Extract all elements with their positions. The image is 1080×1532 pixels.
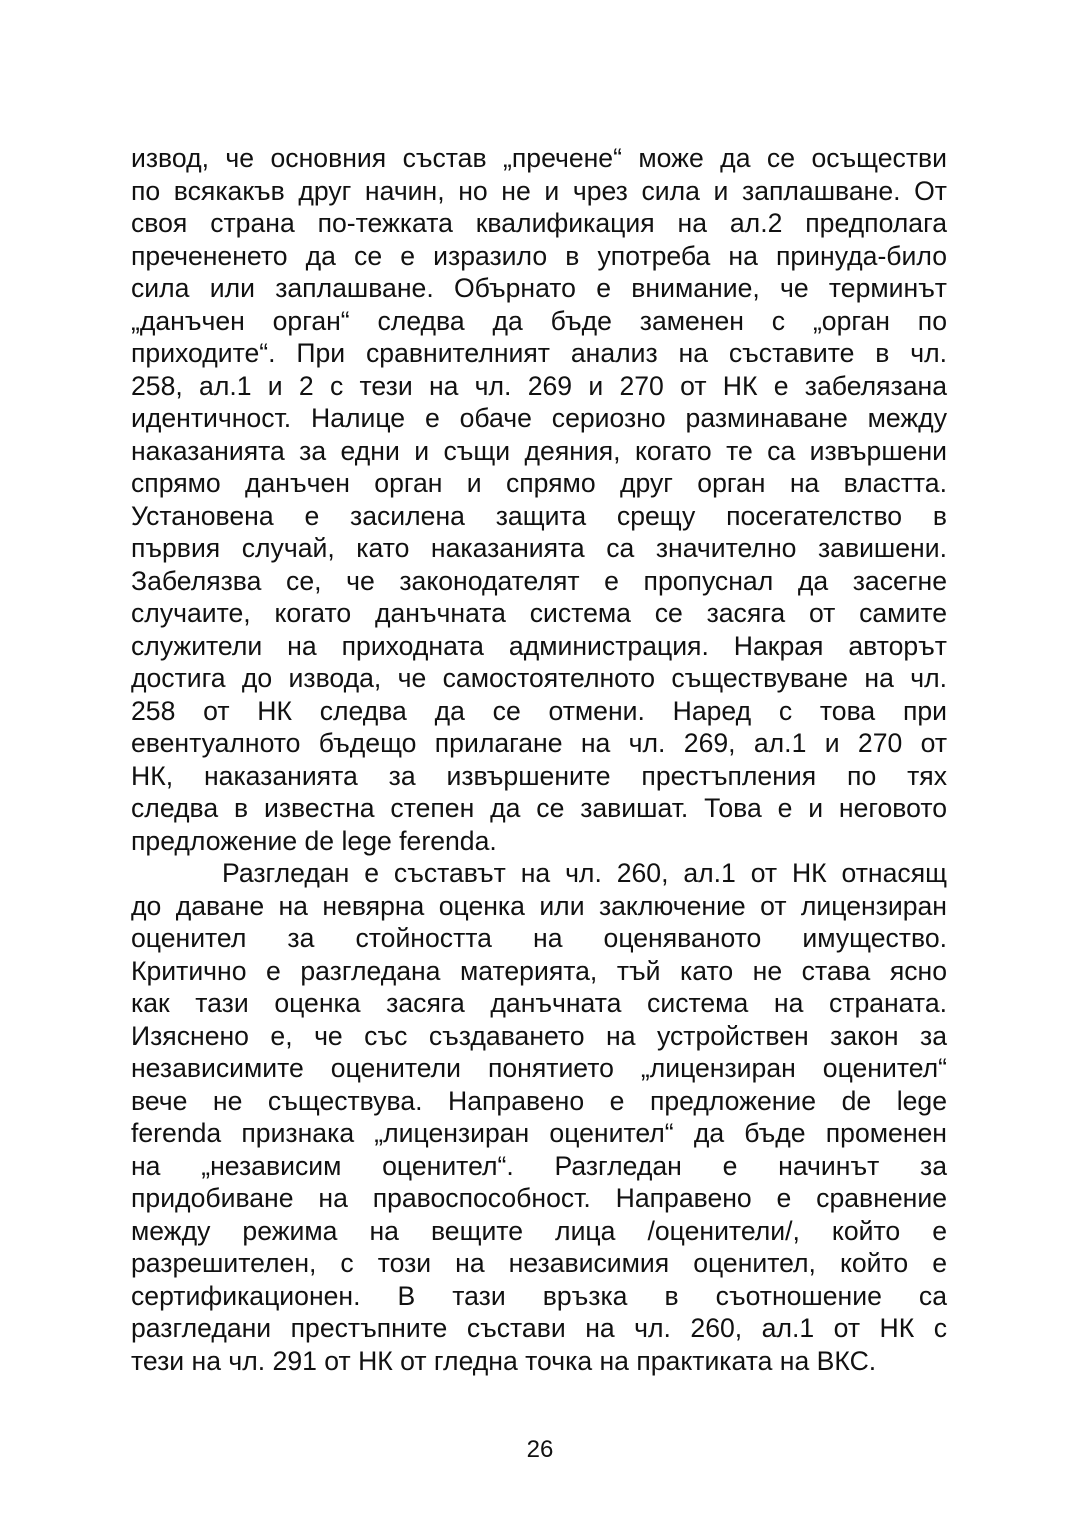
paragraph-end-line: тези на чл. 291 от НК от гледна точка на практиката на ВКС. <box>131 1345 877 1376</box>
text-line: ferenda признака „лицензиран оценител“ да бъде променен <box>131 1118 947 1148</box>
text-line: между режима на вещите лица /оценители/, който е <box>131 1215 947 1246</box>
text-line: вече не съществува. Направено е предложение de lege <box>131 1085 947 1116</box>
text-line: Критично е разгледана материята, тъй като не става ясно <box>131 955 947 986</box>
text-line: пречененето да се е изразило в употреба на принуда-било <box>131 240 947 271</box>
text-line: по всякакъв друг начин, но не и чрез сила и заплашване. От <box>131 175 947 206</box>
paragraph-end-line: предложение de lege ferenda. <box>131 825 497 856</box>
text-line: идентичност. Налице е обаче сериозно разминаване между <box>131 403 947 433</box>
text-line: служители на приходната администрация. Накрая авторът <box>131 630 947 661</box>
text-line: Изяснено е, че със създаването на устройствен закон за <box>131 1020 947 1051</box>
text-line: спрямо данъчен орган и спрямо друг орган на властта. <box>131 468 947 498</box>
text-line: на „независим оценител“. Разгледан е начинът за <box>131 1150 947 1181</box>
text-line: сертификационен. В тази връзка в съотношение са <box>131 1280 947 1311</box>
paragraph-first-line: Разгледан е съставът на чл. 260, ал.1 от НК отнасящ <box>222 858 947 888</box>
text-line: оценител за стойността на оценяваното имущество. <box>131 923 947 953</box>
text-line: независимите оценители понятието „лицензиран оценител“ <box>131 1053 947 1083</box>
text-line: НК, наказанията за извършените престъпления по тях <box>131 760 947 791</box>
text-line: Забелязва се, че законодателят е пропуснал да засегне <box>131 565 947 596</box>
text-line: разгледани престъпните състави на чл. 260, ал.1 от НК с <box>131 1313 947 1343</box>
text-line: до даване на невярна оценка или заключение от лицензиран <box>131 890 947 921</box>
text-line: 258, ал.1 и 2 с тези на чл. 269 и 270 от НК е забелязана <box>131 370 947 401</box>
text-line: сила или заплашване. Обърнато е внимание, че терминът <box>131 273 947 303</box>
text-line: случаите, когато данъчната система се засяга от самите <box>131 598 947 628</box>
text-line: извод, че основния състав „пречене“ може да се осъществи <box>131 143 947 173</box>
text-line: 258 от НК следва да се отмени. Наред с това при <box>131 695 947 726</box>
text-line: „данъчен орган“ следва да бъде заменен с „орган по <box>131 305 947 336</box>
text-line: евентуалното бъдещо прилагане на чл. 269, ал.1 и 270 от <box>131 728 947 758</box>
text-line: разрешителен, с този на независимия оценител, който е <box>131 1248 947 1278</box>
text-line: своя страна по-тежката квалификация на ал.2 предполага <box>131 208 947 238</box>
text-line: наказанията за едни и същи деяния, когато те са извършени <box>131 435 947 466</box>
text-line: достига до извода, че самостоятелното съществуване на чл. <box>131 663 947 693</box>
page-number: 26 <box>526 1436 554 1463</box>
body-text <box>131 142 947 1377</box>
text-line: Установена е засилена защита срещу посегателство в <box>131 500 947 531</box>
text-line: приходите“. При сравнителният анализ на съставите в чл. <box>131 338 947 368</box>
text-line: придобиване на правоспособност. Направено е сравнение <box>131 1183 947 1213</box>
text-line: първия случай, като наказанията са значително завишени. <box>131 533 947 563</box>
text-line: как тази оценка засяга данъчната система на страната. <box>131 988 947 1018</box>
text-line: следва в известна степен да се завишат. Това е и неговото <box>131 793 947 823</box>
